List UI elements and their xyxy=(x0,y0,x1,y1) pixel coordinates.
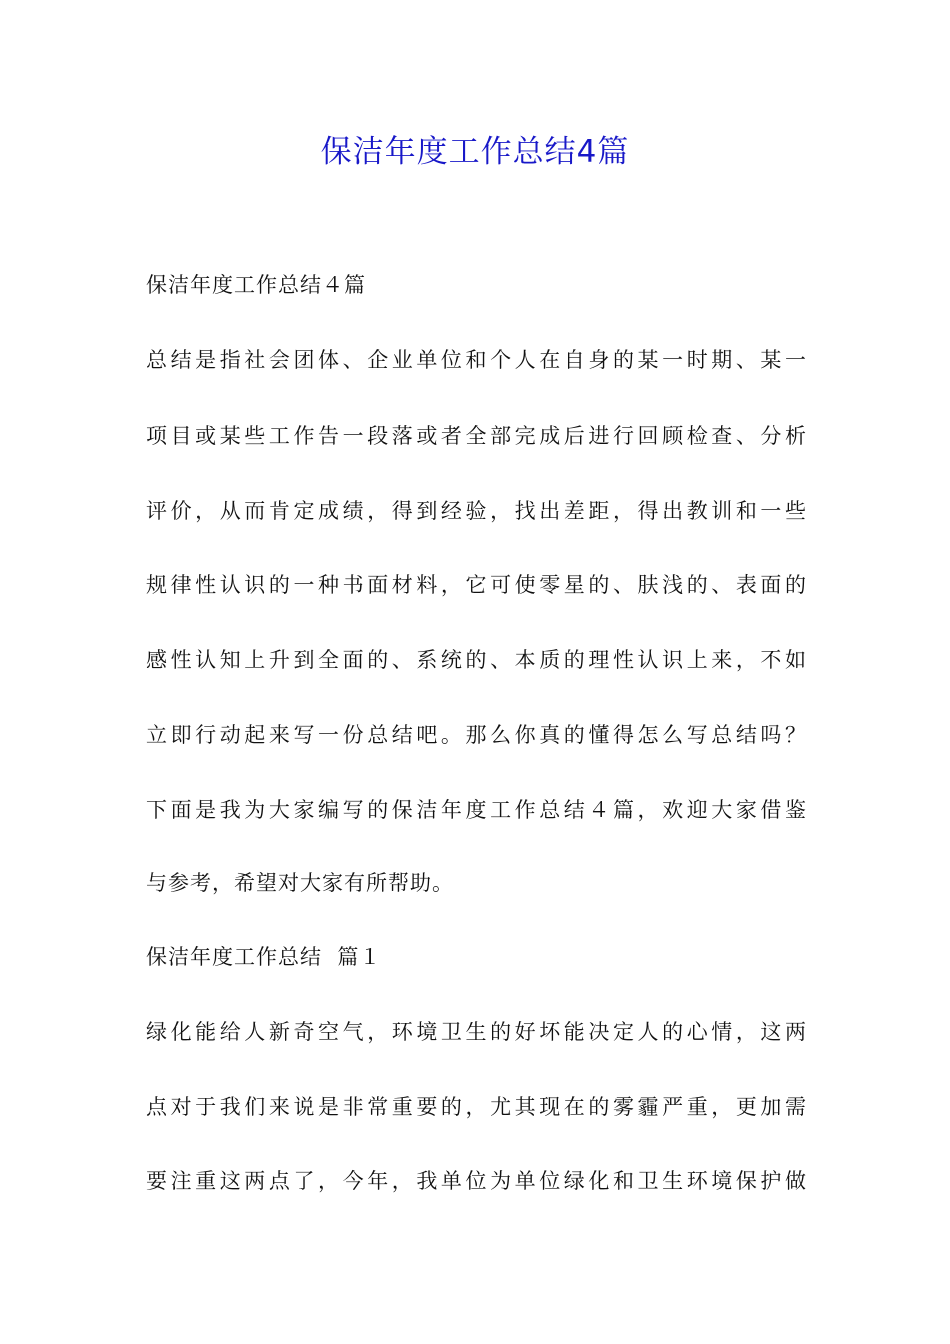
section-1-line-2: 点对于我们来说是非常重要的，尤其现在的雾霾严重，更加需 xyxy=(146,1095,806,1119)
intro-line-2: 项目或某些工作告一段落或者全部完成后进行回顾检查、分析 xyxy=(146,424,806,448)
intro-line-5: 感性认知上升到全面的、系统的、本质的理性认识上来，不如 xyxy=(146,648,806,672)
intro-line-6: 立即行动起来写一份总结吧。那么你真的懂得怎么写总结吗？ xyxy=(146,723,806,747)
section-1-line-1: 绿化能给人新奇空气，环境卫生的好坏能决定人的心情，这两 xyxy=(146,1020,806,1044)
intro-line-1: 总结是指社会团体、企业单位和个人在自身的某一时期、某一 xyxy=(146,348,806,372)
intro-line-7: 下面是我为大家编写的保洁年度工作总结４篇，欢迎大家借鉴 xyxy=(146,798,806,822)
intro-line-4: 规律性认识的一种书面材料，它可使零星的、肤浅的、表面的 xyxy=(146,573,806,597)
section-1-heading: 保洁年度工作总结 篇１ xyxy=(146,945,382,969)
document-title: 保洁年度工作总结4篇 xyxy=(320,134,630,170)
intro-line-8: 与参考，希望对大家有所帮助。 xyxy=(146,871,454,895)
document-subtitle: 保洁年度工作总结４篇 xyxy=(146,273,366,297)
intro-line-3: 评价，从而肯定成绩，得到经验，找出差距，得出教训和一些 xyxy=(146,499,806,523)
section-1-line-3: 要注重这两点了，今年，我单位为单位绿化和卫生环境保护做 xyxy=(146,1169,806,1193)
